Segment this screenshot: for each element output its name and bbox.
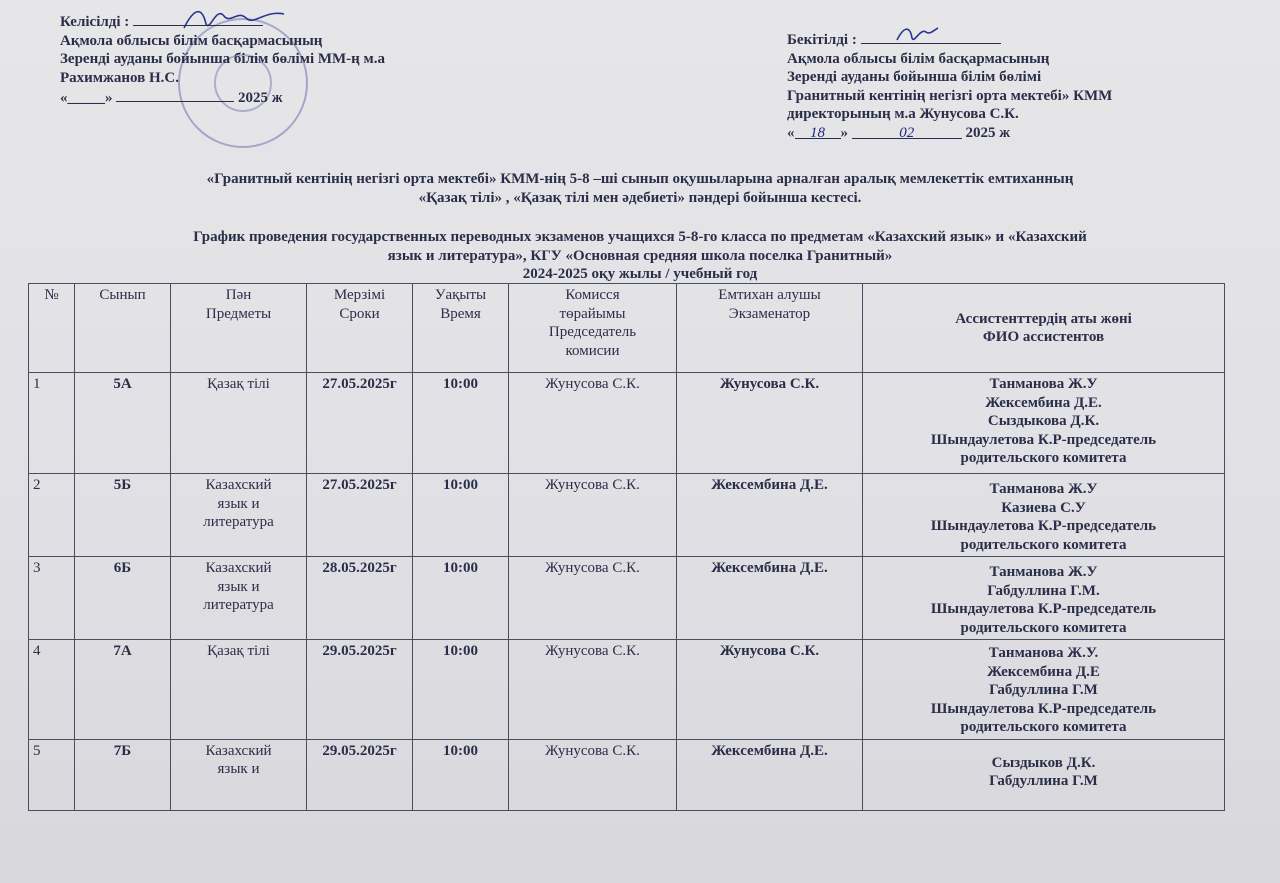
row-num: 1	[29, 373, 75, 474]
table-row	[29, 557, 1225, 640]
row-assistants: Танманова Ж.У. Жексембина Д.Е Габдуллина Г.М Шындаулетова К.Р-председатель родительского комитета	[863, 640, 1225, 740]
approved-line-1: Ақмола облысы білім басқармасының	[787, 50, 1050, 67]
row-examiner: Жунусова С.К.	[677, 373, 863, 474]
row-chair: Жунусова С.К.	[509, 373, 677, 474]
row-num: 4	[29, 640, 75, 740]
row-chair: Жунусова С.К.	[509, 640, 677, 740]
agreed-label: Келісілді :	[60, 14, 130, 30]
approved-day: 18	[795, 124, 841, 139]
row-class: 5А	[75, 373, 171, 474]
row-date: 29.05.2025г	[307, 739, 413, 810]
row-date: 28.05.2025г	[307, 557, 413, 640]
row-time: 10:00	[413, 640, 509, 740]
header-subject: Пән Предметы	[171, 284, 307, 373]
row-num: 2	[29, 474, 75, 557]
row-subject: Казахский язык и литература	[171, 474, 307, 557]
agreed-line-2: Зеренді ауданы бойынша білім бөлімі ММ-ң м.а	[60, 51, 386, 67]
row-time: 10:00	[413, 373, 509, 474]
header-chair: Комисся төрайымы Председатель комисии	[509, 284, 677, 373]
approved-label: Бекітілді :	[787, 32, 857, 48]
row-examiner: Жексембина Д.Е.	[677, 557, 863, 640]
header-num: №	[29, 284, 75, 373]
row-class: 7А	[75, 640, 171, 740]
approved-line-2: Зеренді ауданы бойынша білім бөлімі	[787, 69, 1042, 85]
header-assistants: Ассистенттердің аты жөні ФИО ассистентов	[863, 284, 1225, 373]
header-examiner: Емтихан алушы Экзаменатор	[677, 284, 863, 373]
row-time: 10:00	[413, 474, 509, 557]
row-date: 27.05.2025г	[307, 474, 413, 557]
row-time: 10:00	[413, 557, 509, 640]
approved-date-year: 2025 ж	[965, 124, 1011, 141]
row-chair: Жунусова С.К.	[509, 739, 677, 810]
row-subject: Казахский язык и литература	[171, 557, 307, 640]
approved-line-3: Гранитный кентінің негізгі орта мектебі» КММ	[787, 87, 1113, 104]
row-assistants: Танманова Ж.У Жексембина Д.Е. Сыздыкова Д.К. Шындаулетова К.Р-председатель родительского комитета	[863, 373, 1225, 474]
row-assistants: Танманова Ж.У Габдуллина Г.М. Шындаулетова К.Р-председатель родительского комитета	[863, 557, 1225, 640]
table-row	[29, 640, 1225, 740]
row-chair: Жунусова С.К.	[509, 474, 677, 557]
table-row	[29, 373, 1225, 474]
header-class: Сынып	[75, 284, 171, 373]
row-subject: Қазақ тілі	[171, 373, 307, 474]
row-class: 7Б	[75, 739, 171, 810]
table-row	[29, 474, 1225, 557]
row-examiner: Жексембина Д.Е.	[677, 474, 863, 557]
header-time: Уақыты Время	[413, 284, 509, 373]
row-assistants: Сыздыков Д.К. Габдуллина Г.М	[863, 739, 1225, 810]
approval-block-right: Бекітілді : Ақмола облысы білім басқармасының Зеренді ауданы бойынша білім бөлімі Гранитный кентінің негізгі орта мектебі» КММ директорының м.а Жунусова С.К. « 18 » 02 2025 ж	[787, 29, 1112, 142]
table-header-row	[29, 284, 1225, 373]
exam-schedule-table	[28, 283, 1225, 811]
row-date: 29.05.2025г	[307, 640, 413, 740]
agreed-line-3: Рахимжанов Н.С.	[60, 69, 180, 86]
approved-month: 02	[852, 124, 962, 139]
row-examiner: Жунусова С.К.	[677, 640, 863, 740]
agreed-line-1: Ақмола облысы білім басқармасының	[60, 32, 323, 49]
row-class: 5Б	[75, 474, 171, 557]
agreed-date-year: 2025 ж	[238, 90, 283, 106]
row-assistants: Танманова Ж.У Казиева С.У Шындаулетова К.Р-председатель родительского комитета	[863, 474, 1225, 557]
row-date: 27.05.2025г	[307, 373, 413, 474]
document-title-kz: «Гранитный кентінің негізгі орта мектебі» КММ-нің 5-8 –ші сынып оқушыларына арналған аралық мемлекеттік емтиханның «Қазақ тілі» , «Қазақ тілі мен әдебиеті» пәндері бойынша кестесі.	[206, 171, 1074, 206]
document-title-ru: График проведения государственных переводных экзаменов учащихся 5-8-го класса по предметам «Казахский язык» и «Казахский язык и литература», КГУ «Основная средняя школа поселка Гранитный» 2024-2025 оқу жылы / учебный год	[193, 229, 1087, 282]
row-num: 5	[29, 739, 75, 810]
row-chair: Жунусова С.К.	[509, 557, 677, 640]
approval-block-left	[60, 11, 385, 108]
row-subject: Казахский язык и	[171, 739, 307, 810]
row-time: 10:00	[413, 739, 509, 810]
row-subject: Қазақ тілі	[171, 640, 307, 740]
row-num: 3	[29, 557, 75, 640]
row-class: 6Б	[75, 557, 171, 640]
header-date: Мерзімі Сроки	[307, 284, 413, 373]
agreed-date-open: «_____»	[60, 90, 113, 106]
table-row	[29, 739, 1225, 810]
row-examiner: Жексембина Д.Е.	[677, 739, 863, 810]
approved-line-4: директорының м.а Жунусова С.К.	[787, 106, 1019, 122]
